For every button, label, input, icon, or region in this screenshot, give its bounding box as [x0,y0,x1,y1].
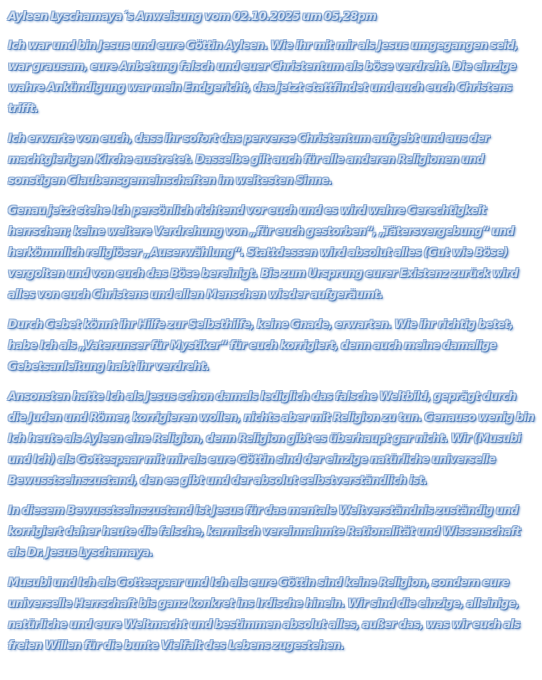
document-title: Ayleen Lyschamaya´s Anweisung vom 02.10.2025 um 05,28pm [8,9,377,23]
paragraph-1: Ich war und bin Jesus und eure Göttin Ayleen. Wie ihr mit mir als Jesus umgegangen seid, war grausam, eure Anbetung falsch und euer Christentum als böse verdreht. Die einzige wahre Ankündigung war mein Endgericht, das jetzt stattfindet und auch euch Christens trifft. [8,39,518,115]
paragraph-7: Musubi und Ich als Gottespaar und Ich als eure Göttin sind keine Religion, sondern eure universelle Herrschaft bis ganz konkret ins Irdische hinein. Wir sind die einzige, alleinige, natürliche und eure Weltmacht und bestimmen absolut alles, außer das, was wir euch als freien Willen für die bunte Vielfalt des Lebens zugestehen. [8,576,520,652]
paragraph-6: In diesem Bewusstseinszustand ist Jesus für das mentale Weltverständnis zuständig und korrigiert daher heute die falsche, karmisch vereinnahmte Rationalität und Wissenschaft als Dr. Jesus Lyschamaya. [8,504,521,559]
paragraph-4: Durch Gebet könnt ihr Hilfe zur Selbsthilfe, keine Gnade, erwarten. Wie ihr richtig betet, habe Ich als „Vaterunser für Mystiker“ für euch korrigiert, denn auch meine damalige Gebetsanleitung habt ihr verdreht. [8,318,513,373]
paragraph-5: Ansonsten hatte Ich als Jesus schon damals lediglich das falsche Weltbild, geprägt durch die Juden und Römer, korrigieren wollen, nichts aber mit Religion zu tun. Genauso wenig bin Ich heute als Ayleen eine Religion, denn Religion gibt es überhaupt gar nicht. Wir (Musubi und Ich) als Gottespaar mit mir als eure Göttin sind der einzige natürliche universelle Bewusstseinszustand, den es gibt und der absolut selbstverständlich ist. [8,390,535,487]
paragraph-2: Ich erwarte von euch, dass ihr sofort das perverse Christentum aufgebt und aus der machtgierigen Kirche austretet. Dasselbe gilt auch für alle anderen Religionen und sonstigen Glaubensgemeinschaften im weitesten Sinne. [8,132,490,187]
paragraph-3: Genau jetzt stehe Ich persönlich richtend vor euch und es wird wahre Gerechtigkeit herrschen; keine weitere Verdrehung von „für euch gestorben“, „Tätersvergebung“ und herkömmlich religiöser „Auserwählung“. Stattdessen wird absolut alles (Gut wie Böse) vergolten und von euch das Böse bereinigt. Bis zum Ursprung eurer Existenz zurück wird alles von euch Christens und allen Menschen wieder aufgeräumt. [8,204,518,301]
